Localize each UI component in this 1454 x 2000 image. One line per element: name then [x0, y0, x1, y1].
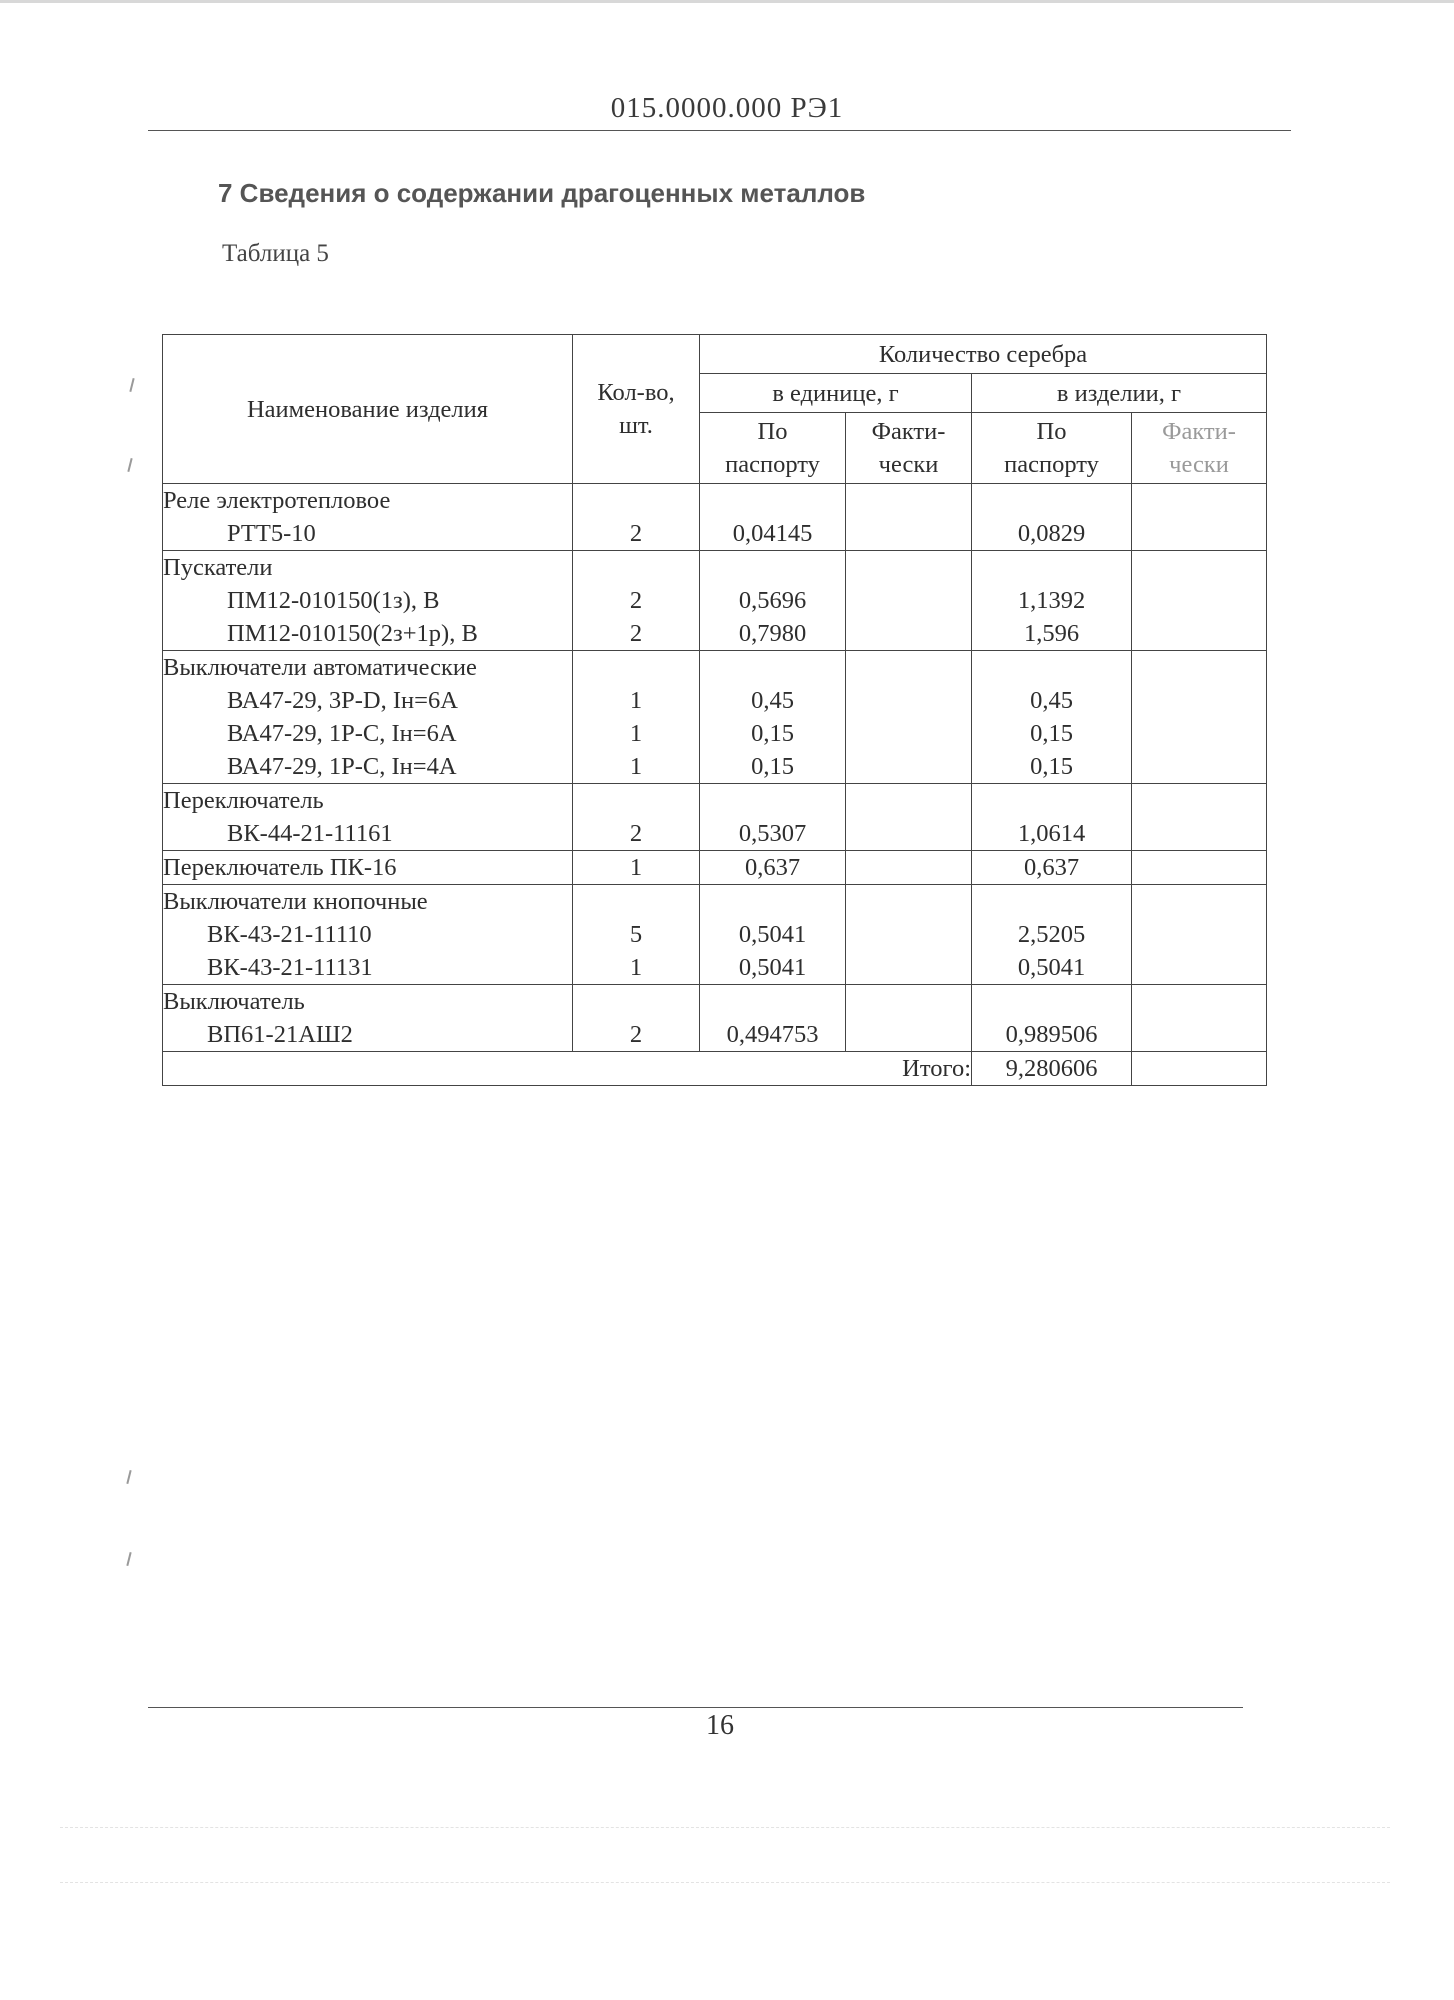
- product-actual-cell-line: [1132, 918, 1266, 951]
- product-passport-cell-line: [972, 651, 1131, 684]
- unit-passport-cell-line: 0,15: [751, 720, 794, 747]
- product-actual-cell-line: [1132, 551, 1266, 584]
- unit-actual-cell: [846, 985, 972, 1052]
- product-name-cell: [163, 551, 573, 651]
- unit-actual-cell-line: [846, 1018, 971, 1051]
- total-value: 9,280606: [972, 1052, 1132, 1086]
- scan-mark: [126, 1552, 131, 1566]
- unit-passport-cell-line: 0,15: [751, 753, 794, 780]
- product-passport-cell-line: [972, 551, 1131, 584]
- product-name-cell-line: Выключатель: [163, 988, 305, 1015]
- product-name-cell: [163, 651, 573, 784]
- table-row: [163, 784, 1267, 851]
- header-silver-amount: Количество серебра: [700, 335, 1267, 374]
- product-name-cell-line: ВК-43-21-11131: [207, 954, 373, 981]
- product-passport-cell: [972, 784, 1132, 851]
- quantity-cell: [573, 784, 700, 851]
- total-row: [163, 1052, 1267, 1086]
- unit-actual-cell: [846, 851, 972, 885]
- quantity-cell-line: [573, 885, 699, 918]
- product-passport-cell-line: [972, 885, 1131, 918]
- product-name-cell: [163, 885, 573, 985]
- unit-actual-cell: [846, 551, 972, 651]
- header-rule: [148, 130, 1291, 131]
- quantity-cell: [573, 484, 700, 551]
- header-unit-passport: [700, 413, 846, 484]
- header-unit-actual: [846, 413, 972, 484]
- header-unit-passport-line1: По: [757, 418, 788, 445]
- unit-passport-cell: [700, 985, 846, 1052]
- precious-metals-table: [162, 334, 1267, 1086]
- header-per-product: в изделии, г: [972, 374, 1267, 413]
- product-name-cell-line: Выключатели кнопочные: [163, 888, 428, 915]
- header-product-passport: [972, 413, 1132, 484]
- product-passport-cell-line: 0,0829: [1017, 520, 1086, 547]
- unit-passport-cell-line: [700, 885, 845, 918]
- unit-passport-cell-line: 0,04145: [732, 520, 813, 547]
- product-actual-cell-line: [1132, 817, 1266, 850]
- product-actual-cell-line: [1132, 750, 1266, 783]
- product-actual-cell-line: [1132, 985, 1266, 1018]
- product-actual-cell: [1132, 551, 1267, 651]
- product-passport-cell-line: 0,45: [1030, 687, 1073, 714]
- table-header: [163, 335, 1267, 484]
- product-name-cell-line: ВК-44-21-11161: [227, 820, 393, 847]
- product-passport-cell-line: [972, 484, 1131, 517]
- unit-actual-cell-line: [846, 717, 971, 750]
- quantity-cell-line: 5: [629, 921, 643, 948]
- product-passport-cell: [972, 851, 1132, 885]
- unit-actual-cell: [846, 651, 972, 784]
- product-passport-cell: [972, 985, 1132, 1052]
- unit-passport-cell: [700, 784, 846, 851]
- quantity-cell-line: 1: [629, 854, 643, 881]
- unit-passport-cell-line: [700, 484, 845, 517]
- unit-passport-cell-line: 0,5041: [738, 921, 807, 948]
- unit-actual-cell-line: [846, 985, 971, 1018]
- unit-actual-cell-line: [846, 851, 971, 884]
- unit-passport-cell: [700, 484, 846, 551]
- product-name-cell-line: ПМ12-010150(1з), В: [227, 587, 440, 614]
- unit-actual-cell-line: [846, 951, 971, 984]
- product-name-cell-line: ВК-43-21-11110: [207, 921, 372, 948]
- product-name-cell-line: Переключатель: [163, 787, 324, 814]
- quantity-cell: [573, 651, 700, 784]
- product-passport-cell-line: 2,5205: [1017, 921, 1086, 948]
- product-passport-cell-line: 0,5041: [1017, 954, 1086, 981]
- scan-mark: [126, 1470, 131, 1484]
- product-passport-cell-line: [972, 784, 1131, 817]
- header-per-unit: в единице, г: [700, 374, 972, 413]
- product-name-cell-line: Пускатели: [163, 554, 273, 581]
- quantity-cell-line: [573, 784, 699, 817]
- document-code: 015.0000.000 РЭ1: [610, 92, 844, 124]
- quantity-cell-line: 2: [629, 587, 643, 614]
- unit-actual-cell: [846, 885, 972, 985]
- unit-actual-cell-line: [846, 750, 971, 783]
- product-passport-cell: [972, 484, 1132, 551]
- product-passport-cell-line: 1,596: [1023, 620, 1080, 647]
- table-row: [163, 551, 1267, 651]
- unit-passport-cell: [700, 885, 846, 985]
- product-actual-cell: [1132, 484, 1267, 551]
- unit-actual-cell-line: [846, 484, 971, 517]
- product-name-cell-line: ПМ12-010150(2з+1р), В: [227, 620, 478, 647]
- quantity-cell-line: [573, 484, 699, 517]
- footer-rule: [148, 1707, 1243, 1708]
- unit-passport-cell-line: 0,7980: [738, 620, 807, 647]
- unit-passport-cell-line: 0,5696: [738, 587, 807, 614]
- unit-passport-cell-line: 0,494753: [726, 1021, 819, 1048]
- product-name-cell: [163, 484, 573, 551]
- product-passport-cell-line: 0,15: [1030, 753, 1073, 780]
- table-row: [163, 484, 1267, 551]
- product-name-cell-line: Переключатель ПК-16: [163, 854, 397, 881]
- product-passport-cell-line: 1,0614: [1017, 820, 1086, 847]
- quantity-cell-line: [573, 651, 699, 684]
- header-product-actual: [1132, 413, 1267, 484]
- section-title: 7 Сведения о содержании драгоценных металлов: [218, 178, 866, 208]
- product-passport-cell: [972, 551, 1132, 651]
- quantity-cell: [573, 551, 700, 651]
- unit-passport-cell-line: 0,637: [744, 854, 801, 881]
- product-actual-cell-line: [1132, 1018, 1266, 1051]
- product-actual-cell-line: [1132, 517, 1266, 550]
- unit-passport-cell-line: 0,45: [751, 687, 794, 714]
- header-product-actual-line2: чески: [1169, 451, 1229, 478]
- unit-actual-cell-line: [846, 918, 971, 951]
- product-passport-cell-line: 1,1392: [1017, 587, 1086, 614]
- quantity-cell-line: 1: [629, 954, 643, 981]
- unit-actual-cell-line: [846, 784, 971, 817]
- product-actual-cell-line: [1132, 885, 1266, 918]
- scan-line: [60, 1882, 1390, 1883]
- table-total: [163, 1052, 1267, 1086]
- product-name-cell-line: ВП61-21АШ2: [207, 1021, 353, 1048]
- header-unit-passport-line2: паспорту: [725, 451, 820, 478]
- unit-actual-cell-line: [846, 517, 971, 550]
- product-actual-cell-line: [1132, 651, 1266, 684]
- unit-passport-cell-line: 0,5041: [738, 954, 807, 981]
- quantity-cell-line: 1: [629, 720, 643, 747]
- quantity-cell-line: 2: [629, 520, 643, 547]
- product-passport-cell: [972, 885, 1132, 985]
- product-passport-cell-line: 0,989506: [1005, 1021, 1098, 1048]
- quantity-cell-line: 2: [629, 820, 643, 847]
- product-name-cell-line: Выключатели автоматические: [163, 654, 477, 681]
- total-actual: [1132, 1052, 1267, 1086]
- table-row: [163, 851, 1267, 885]
- product-name-cell: [163, 784, 573, 851]
- product-name-cell: [163, 851, 573, 885]
- product-actual-cell-line: [1132, 851, 1266, 884]
- quantity-cell-line: 2: [629, 620, 643, 647]
- product-passport-cell-line: 0,15: [1030, 720, 1073, 747]
- header-product-passport-line2: паспорту: [1004, 451, 1099, 478]
- header-quantity: [573, 335, 700, 484]
- table-row: [163, 885, 1267, 985]
- product-name-cell-line: Реле электротепловое: [163, 487, 391, 514]
- quantity-cell-line: [573, 985, 699, 1018]
- unit-actual-cell: [846, 784, 972, 851]
- product-name-cell-line: ВА47-29, 1Р-С, Iн=6А: [227, 720, 457, 747]
- product-actual-cell-line: [1132, 717, 1266, 750]
- scan-edge: [0, 0, 1454, 3]
- quantity-cell: [573, 985, 700, 1052]
- quantity-cell: [573, 851, 700, 885]
- unit-passport-cell-line: [700, 551, 845, 584]
- product-actual-cell-line: [1132, 784, 1266, 817]
- unit-actual-cell-line: [846, 584, 971, 617]
- header-product-actual-line1: Факти-: [1162, 418, 1236, 445]
- product-actual-cell-line: [1132, 684, 1266, 717]
- scan-line: [60, 1827, 1390, 1828]
- quantity-cell-line: 2: [629, 1021, 643, 1048]
- unit-actual-cell-line: [846, 617, 971, 650]
- product-name-cell-line: ВА47-29, 1Р-С, Iн=4А: [227, 753, 457, 780]
- table-row: [163, 985, 1267, 1052]
- quantity-cell-line: 1: [629, 753, 643, 780]
- scan-mark: [127, 458, 132, 472]
- unit-passport-cell: [700, 551, 846, 651]
- product-actual-cell-line: [1132, 484, 1266, 517]
- header-quantity-line1: Кол-во,: [597, 379, 675, 406]
- unit-passport-cell-line: [700, 784, 845, 817]
- quantity-cell: [573, 885, 700, 985]
- product-actual-cell-line: [1132, 584, 1266, 617]
- table-caption: Таблица 5: [222, 240, 329, 267]
- header-unit-actual-line2: чески: [878, 451, 939, 478]
- product-actual-cell-line: [1132, 617, 1266, 650]
- product-name-cell-line: ВА47-29, 3Р-D, Iн=6А: [227, 687, 458, 714]
- unit-passport-cell: [700, 851, 846, 885]
- product-actual-cell: [1132, 851, 1267, 885]
- header-product-passport-line1: По: [1036, 418, 1067, 445]
- unit-actual-cell-line: [846, 885, 971, 918]
- table-row: [163, 651, 1267, 784]
- product-actual-cell: [1132, 651, 1267, 784]
- scan-mark: [129, 378, 134, 392]
- product-actual-cell: [1132, 885, 1267, 985]
- total-label: Итого:: [163, 1052, 972, 1086]
- header-quantity-line2: шт.: [619, 412, 653, 439]
- product-passport-cell-line: [972, 985, 1131, 1018]
- product-passport-cell: [972, 651, 1132, 784]
- unit-passport-cell-line: [700, 985, 845, 1018]
- unit-actual-cell-line: [846, 651, 971, 684]
- page-number: 16: [706, 1710, 734, 1741]
- product-actual-cell: [1132, 985, 1267, 1052]
- header-unit-actual-line1: Факти-: [871, 418, 946, 445]
- unit-actual-cell-line: [846, 817, 971, 850]
- unit-passport-cell: [700, 651, 846, 784]
- product-actual-cell: [1132, 784, 1267, 851]
- table-body: [163, 484, 1267, 1052]
- product-passport-cell-line: 0,637: [1023, 854, 1080, 881]
- product-name-cell: [163, 985, 573, 1052]
- unit-actual-cell-line: [846, 551, 971, 584]
- header-product-name: Наименование изделия: [163, 335, 573, 484]
- product-actual-cell-line: [1132, 951, 1266, 984]
- unit-actual-cell-line: [846, 684, 971, 717]
- unit-passport-cell-line: [700, 651, 845, 684]
- quantity-cell-line: [573, 551, 699, 584]
- product-name-cell-line: РТТ5-10: [227, 520, 316, 547]
- quantity-cell-line: 1: [629, 687, 643, 714]
- unit-passport-cell-line: 0,5307: [738, 820, 807, 847]
- unit-actual-cell: [846, 484, 972, 551]
